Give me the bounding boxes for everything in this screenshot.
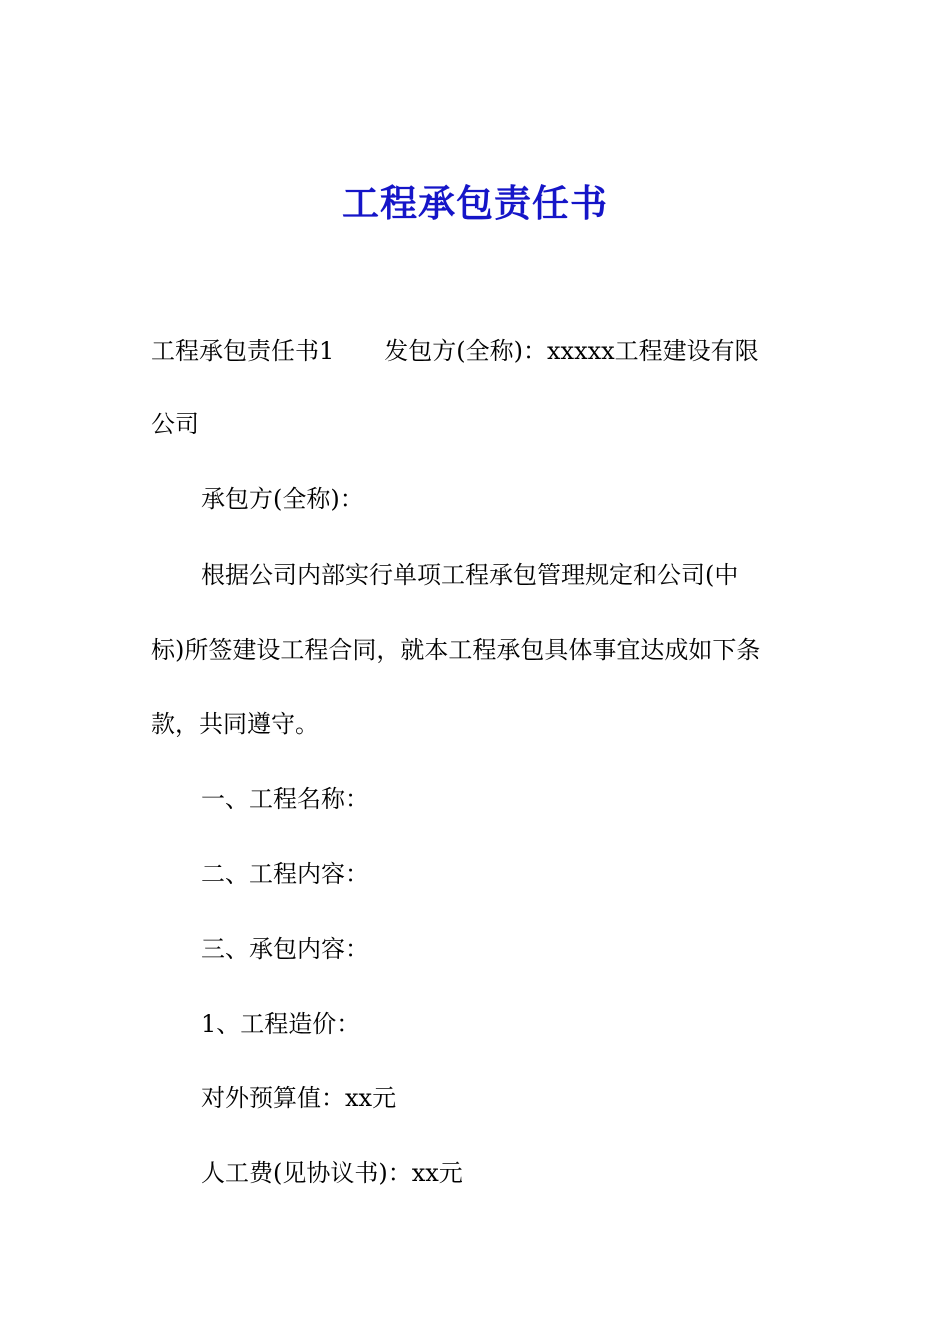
document-title: 工程承包责任书 [342,182,608,225]
labor-cost: 人工费(见协议书)：xx元 [201,1159,463,1187]
paragraph-line-1: 根据公司内部实行单项工程承包管理规定和公司(中 [201,561,739,589]
line-header [151,333,811,369]
employer-continued: 公司 [151,410,199,438]
employer-label: 发包方(全称)：xxxxx工程建设有限 [384,337,759,365]
doc-reference: 工程承包责任书1 [151,337,335,365]
contractor-label: 承包方(全称)： [201,485,364,513]
section-project-name: 一、工程名称： [201,785,369,813]
section-contract-content: 三、承包内容： [201,935,369,963]
section-project-content: 二、工程内容： [201,860,369,888]
paragraph-line-3: 款，共同遵守。 [151,710,319,738]
paragraph-line-2: 标)所签建设工程合同，就本工程承包具体事宜达成如下条 [151,636,761,664]
subsection-cost: 1、工程造价： [201,1010,361,1038]
budget-value: 对外预算值：xx元 [201,1084,397,1112]
